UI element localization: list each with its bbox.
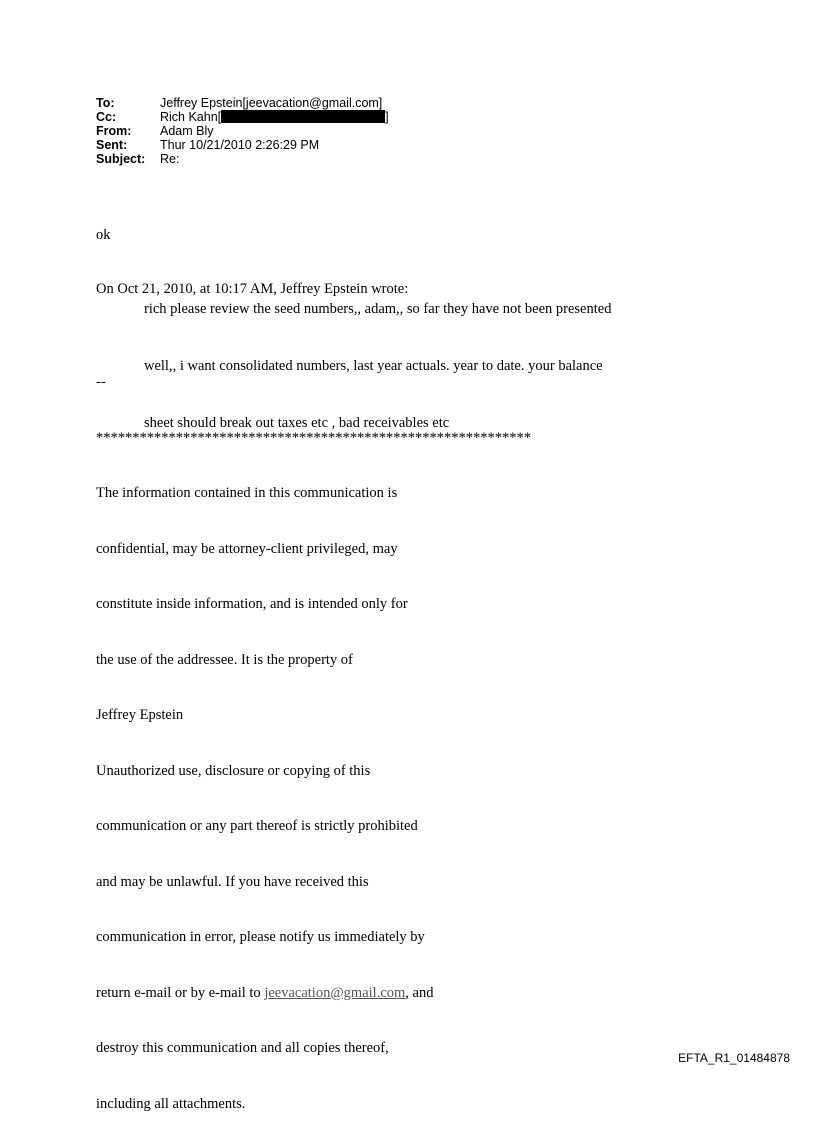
- from-row: [96, 124, 389, 138]
- disclaimer-line: and may be unlawful. If you have received this: [96, 873, 369, 890]
- disclaimer-line: communication in error, please notify us immediately by: [96, 929, 425, 945]
- subject-label: Subject:: [96, 152, 146, 166]
- document-id: EFTA_R1_01484878: [678, 1051, 790, 1065]
- email-header: [96, 96, 389, 166]
- cc-close: ]: [385, 110, 389, 124]
- to-value: Jeffrey Epstein[jeevacation@gmail.com]: [160, 96, 383, 110]
- disclaimer-line: including all attachments.: [96, 1095, 246, 1112]
- link-trail-text: , and: [405, 984, 434, 1001]
- disclaimer-line: constitute inside information, and is intended only for: [96, 596, 408, 612]
- disclaimer-line: Jeffrey Epstein: [96, 707, 184, 723]
- disclaimer-link-line: [96, 984, 531, 1003]
- disclaimer-line: The information contained in this communication is: [96, 485, 398, 501]
- from-value: Adam Bly: [160, 124, 214, 138]
- disclaimer-line: Unauthorized use, disclosure or copying of this: [96, 762, 371, 779]
- redaction-block: [221, 110, 385, 123]
- quoted-line: sheet should break out taxes etc , bad receivables etc: [144, 415, 450, 431]
- email-link[interactable]: jeevacation@gmail.com: [264, 984, 406, 1001]
- disclaimer-line: communication or any part thereof is strictly prohibited: [96, 818, 418, 834]
- signature-stars: ************************************************************: [96, 429, 531, 446]
- subject-value: Re:: [160, 152, 180, 166]
- sent-row: [96, 138, 389, 152]
- subject-row: [96, 152, 389, 166]
- cc-name: Rich Kahn[: [160, 110, 222, 124]
- disclaimer-line: destroy this communication and all copies thereof,: [96, 1040, 389, 1056]
- to-label: To:: [96, 96, 115, 110]
- cc-value: [160, 110, 389, 124]
- reply-text: ok: [96, 227, 111, 243]
- from-label: From:: [96, 124, 132, 138]
- cc-label: Cc:: [96, 110, 117, 124]
- sent-label: Sent:: [96, 138, 128, 152]
- quoted-line: rich please review the seed numbers,, adam,, so far they have not been presented: [144, 301, 612, 317]
- quoted-line: well,, i want consolidated numbers, last year actuals. year to date. your balance: [144, 358, 603, 374]
- confidentiality-signature: [96, 336, 531, 1132]
- attribution-line: On Oct 21, 2010, at 10:17 AM, Jeffrey Epstein wrote:: [96, 281, 409, 297]
- link-lead-text: return e-mail or by e-mail to: [96, 984, 265, 1001]
- disclaimer-line: the use of the addressee. It is the property of: [96, 651, 353, 668]
- to-row: [96, 96, 389, 110]
- cc-row: [96, 110, 389, 124]
- disclaimer-line: confidential, may be attorney-client privileged, may: [96, 540, 398, 557]
- sent-value: Thur 10/21/2010 2:26:29 PM: [160, 138, 320, 152]
- signature-dashes: --: [96, 374, 106, 390]
